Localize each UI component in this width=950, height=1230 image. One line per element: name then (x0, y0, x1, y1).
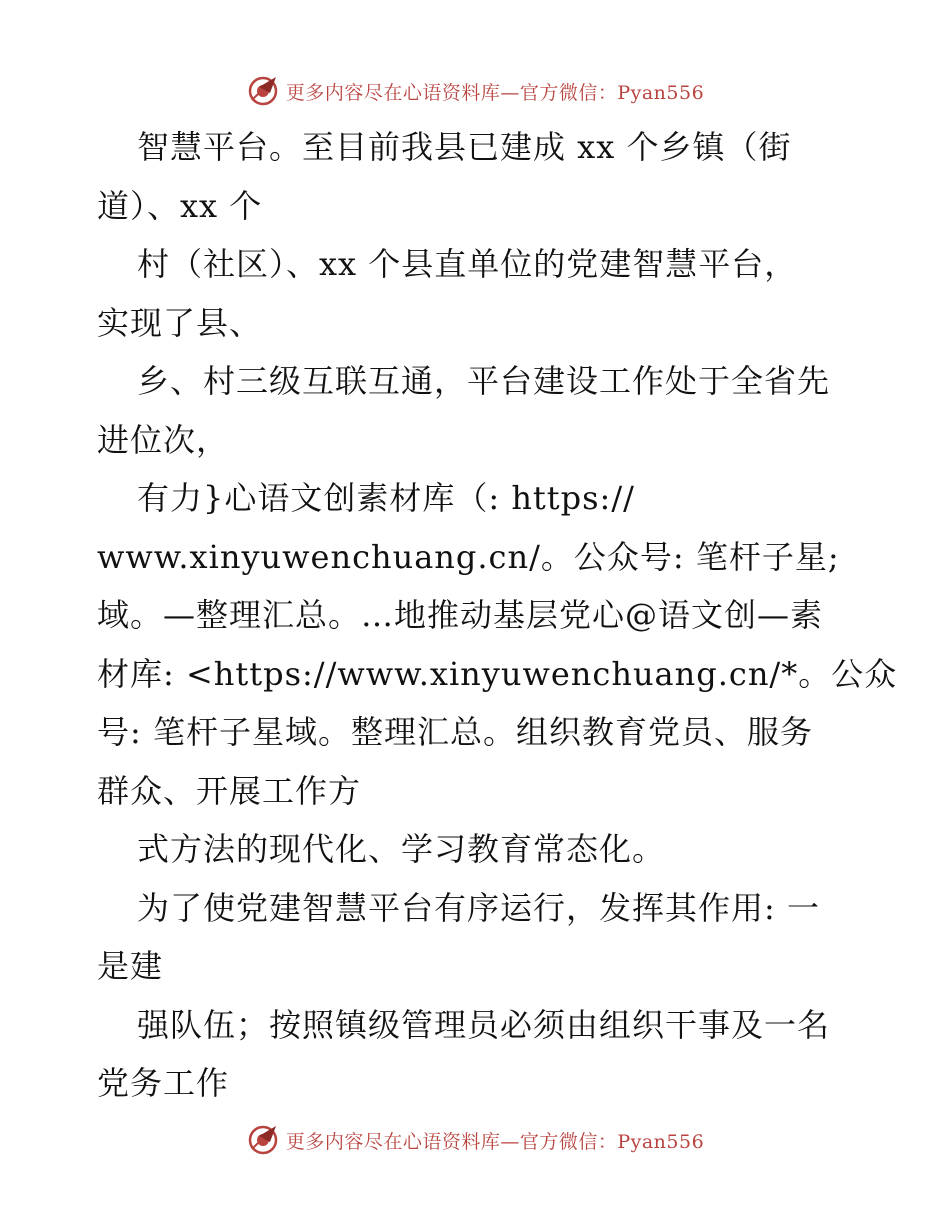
paragraph-line: 乡、村三级互联互通，平台建设工作处于全省先 (137, 362, 831, 400)
paragraph-line: 强队伍；按照镇级管理员必须由组织干事及一名 (137, 1005, 831, 1044)
header-text: 更多内容尽在心语资料库—官方微信：Pyan556 (285, 81, 705, 104)
paragraph-line: 党务工作 (97, 1064, 230, 1102)
paragraph-line: 进位次， (97, 420, 230, 459)
footer-text: 更多内容尽在心语资料库—官方微信：Pyan556 (285, 1130, 705, 1153)
paragraph-line: 有力}心语文创素材库（: https:// (137, 479, 635, 517)
paragraph-line: www.xinyuwenchuang.cn/。公众号: 笔杆子星; (97, 537, 840, 576)
pen-nib-logo-icon (246, 74, 280, 108)
paragraph-line: 群众、开展工作方 (97, 771, 362, 810)
paragraph-line: 号: 笔杆子星域。整理汇总。组织教育党员、服务 (97, 713, 813, 751)
paragraph-line: 式方法的现代化、学习教育常态化。 (137, 830, 666, 868)
header-banner (0, 71, 950, 111)
paragraph-line: 实现了县、 (97, 303, 263, 342)
paragraph-line: 域。—整理汇总。…地推动基层党心@语文创—素 (97, 596, 824, 634)
footer-banner (0, 1120, 950, 1160)
paragraph-line: 村（社区）、xx 个县直单位的党建智慧平台， (137, 245, 798, 283)
paragraph-line: 智慧平台。至目前我县已建成 xx 个乡镇（街 (137, 128, 792, 166)
paragraph-line: 材库: <https://www.xinyuwenchuang.cn/*。公众 (97, 654, 898, 693)
paragraph-line: 为了使党建智慧平台有序运行，发挥其作用: 一 (137, 888, 820, 927)
pen-nib-logo-icon (246, 1123, 280, 1157)
paragraph-line: 道）、xx 个 (97, 186, 263, 225)
paragraph-line: 是建 (97, 947, 164, 985)
document-body (97, 118, 898, 1113)
